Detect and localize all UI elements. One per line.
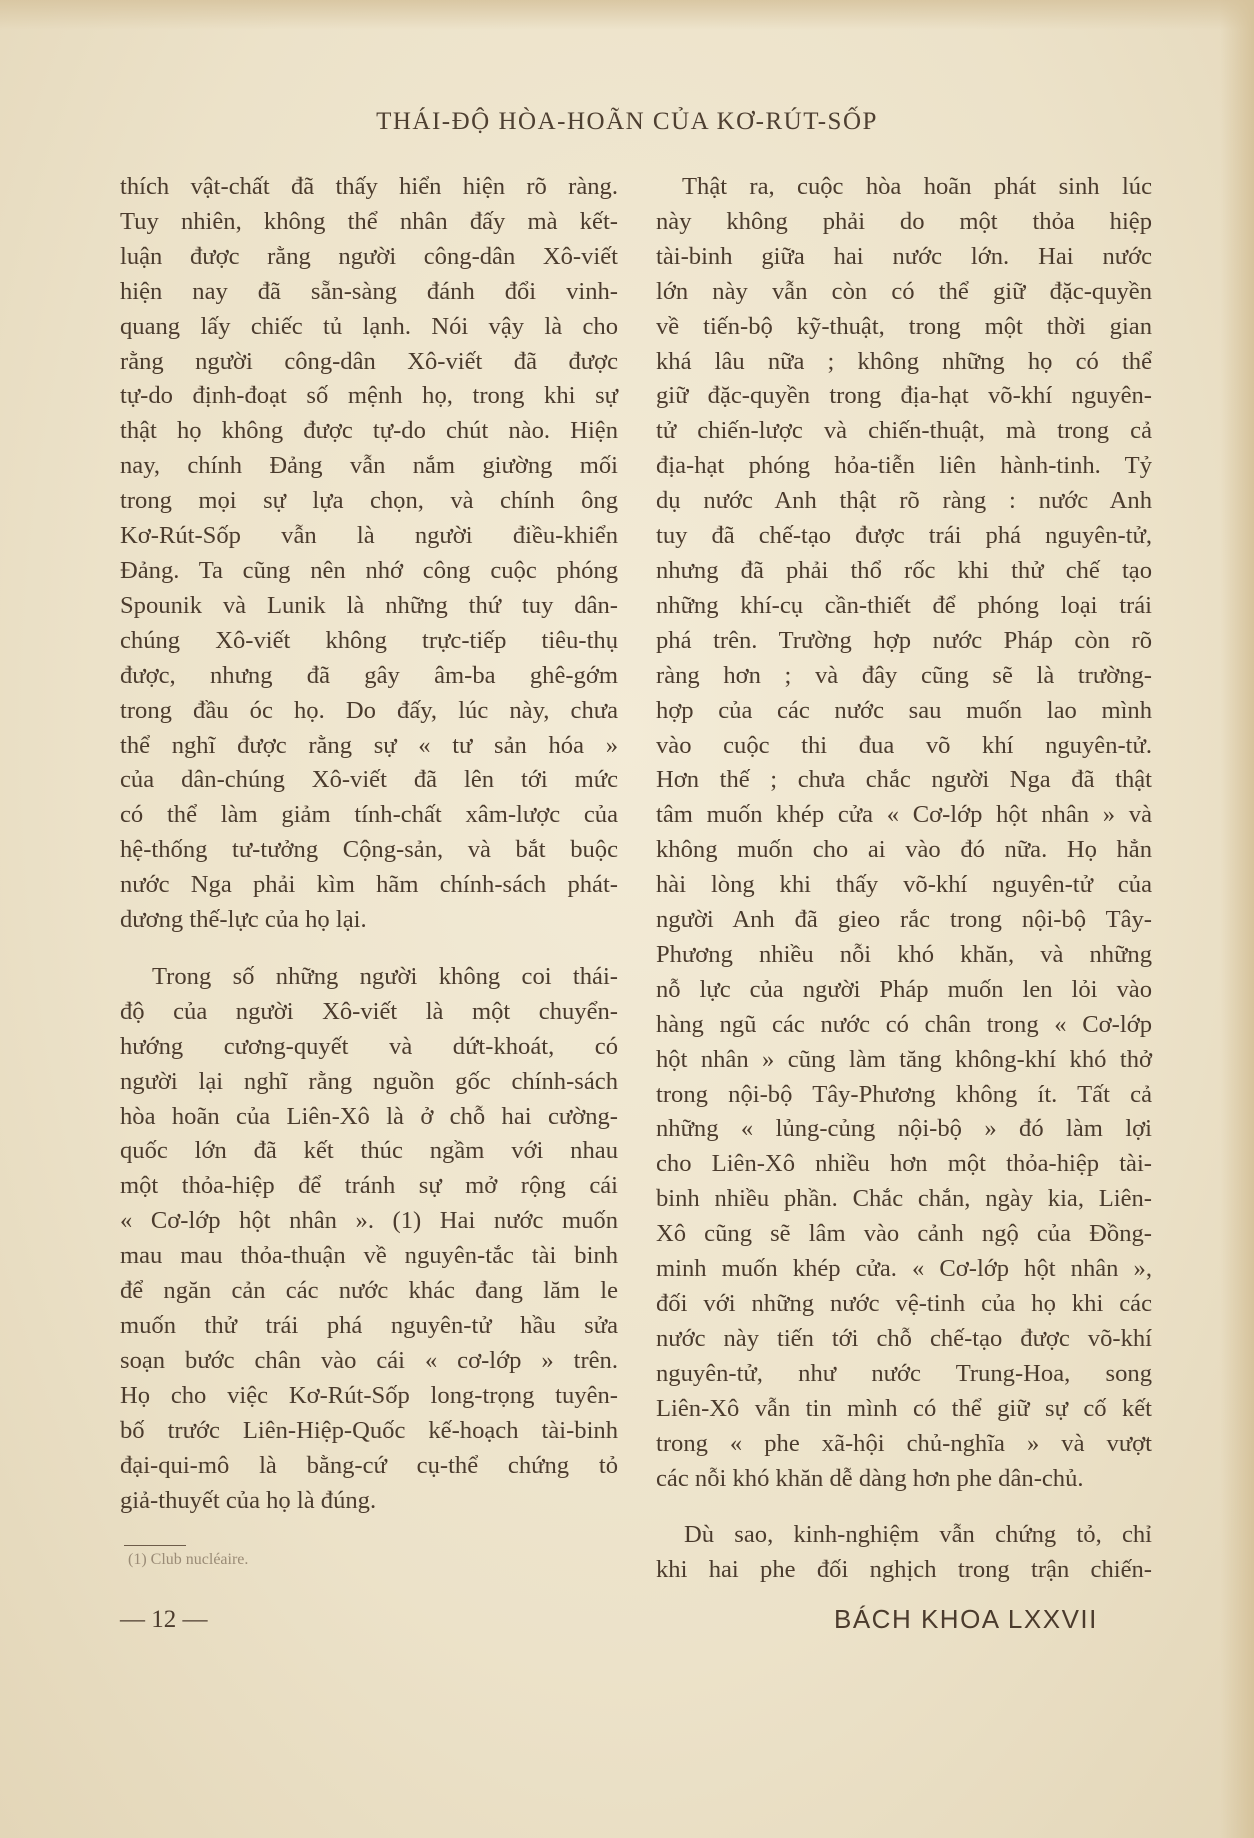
text-line: ràng hơn ; và đây cũng sẽ là trường- [656,661,1152,689]
text-line: thích vật-chất đã thấy hiển hiện rõ ràng. [120,173,618,200]
text-line: nỗ lực của người Pháp muốn len lỏi vào [656,975,1152,1003]
text-line: quốc lớn đã kết thúc ngầm với nhau [120,1137,618,1165]
text-line: hướng cương-quyết và dứt-khoát, có [120,1032,618,1060]
text-line: Hơn thế ; chưa chắc người Nga đã thật [656,766,1152,794]
text-line: mau mau thỏa-thuận về nguyên-tắc tài binh [120,1242,618,1270]
paragraph [120,170,618,938]
text-line: Spounik và Lunik là những thứ tuy dân- [120,591,618,619]
text-line: Phương nhiều nỗi khó khăn, và những [656,940,1152,968]
page-edge-shading [1220,0,1254,1838]
text-line: trong đầu óc họ. Do đấy, lúc này, chưa [120,696,618,724]
text-line: tâm muốn khép cửa « Cơ-lớp hột nhân » và [656,801,1152,829]
text-line: « Cơ-lớp hột nhân ». (1) Hai nước muốn [120,1207,618,1235]
text-line: Đảng. Ta cũng nên nhớ công cuộc phóng [120,556,618,584]
text-line: Kơ-Rút-Sốp vẫn là người điều-khiển [120,522,618,550]
text-line: lớn này vẫn còn có thể giữ đặc-quyền [656,277,1152,305]
text-line: độ của người Xô-viết là một chuyển- [120,997,618,1025]
paragraph [656,170,1152,1496]
text-line: đối với những nước vệ-tinh của họ khi các [656,1290,1152,1317]
text-line: trong nội-bộ Tây-Phương không ít. Tất cả [656,1080,1152,1108]
text-line: trong mọi sự lựa chọn, và chính ông [120,487,618,515]
text-line: tài-binh giữa hai nước lớn. Hai nước [656,242,1152,270]
text-line: minh muốn khép cửa. « Cơ-lớp hột nhân », [656,1255,1152,1283]
text-line: trong « phe xã-hội chủ-nghĩa » và vượt [656,1429,1152,1457]
text-line: tự-do định-đoạt số mệnh họ, trong khi sự [120,382,618,410]
text-line: địa-hạt phóng hỏa-tiễn liên hành-tinh. Tỷ [656,452,1152,480]
text-line: hài lòng khi thấy võ-khí nguyên-tử của [656,871,1152,899]
text-line: Dù sao, kinh-nghiệm vẫn chứng tỏ, chỉ [684,1521,1152,1549]
text-line: quang lấy chiếc tủ lạnh. Nói vậy là cho [120,312,618,340]
text-line: tuy đã chế-tạo được trái phá nguyên-tử, [656,522,1152,550]
text-line: Liên-Xô vẫn tin mình có thể giữ sự cố kết [656,1394,1152,1422]
text-line: Thật ra, cuộc hòa hoãn phát sinh lúc [682,173,1152,200]
text-line: người lại nghĩ rằng nguồn gốc chính-sách [120,1067,618,1095]
page-edge-shading [0,0,1254,30]
text-line: về tiến-bộ kỹ-thuật, trong một thời gian [656,312,1152,340]
text-line: không muốn cho ai vào đó nữa. Họ hẳn [656,836,1152,864]
text-line: khá lâu nữa ; không những họ có thể [656,347,1152,375]
text-line: hợp của các nước sau muốn lao mình [656,696,1152,724]
text-line: rằng người công-dân Xô-viết đã được [120,347,618,375]
text-line: những khí-cụ cần-thiết để phóng loại trái [656,591,1152,619]
text-line: luận được rằng người công-dân Xô-viết [120,242,618,270]
text-line: binh nhiều phần. Chắc chắn, ngày kia, Liên- [656,1185,1152,1213]
text-line: muốn thử trái phá nguyên-tử hầu sửa [120,1312,618,1339]
page-number: — 12 — [120,1606,208,1633]
text-line: một thỏa-hiệp để tránh sự mở rộng cái [120,1172,618,1200]
text-line: được, nhưng đã gây âm-ba ghê-gớm [120,661,618,689]
text-line: khi hai phe đối nghịch trong trận chiến- [656,1556,1152,1584]
text-line: nay, chính Đảng vẫn nắm giường mối [120,452,618,480]
journal-title: BÁCH KHOA LXXVII [834,1604,1098,1634]
text-line: thể nghĩ được rằng sự « tư sản hóa » [120,731,618,759]
text-line: đại-qui-mô là bằng-cứ cụ-thể chứng tỏ [120,1451,618,1479]
text-line: giữ đặc-quyền trong địa-hạt võ-khí nguyên- [656,382,1152,410]
text-line: nước Nga phải kìm hãm chính-sách phát- [120,871,618,899]
text-line: phá trên. Trường hợp nước Pháp còn rõ [656,626,1152,654]
text-line: nguyên-tử, như nước Trung-Hoa, song [656,1359,1152,1387]
text-line: hột nhân » cũng làm tăng không-khí khó thở [656,1045,1152,1073]
text-line: người Anh đã gieo rắc trong nội-bộ Tây- [656,906,1152,934]
text-line: Xô cũng sẽ lâm vào cảnh ngộ của Đồng- [656,1220,1152,1248]
text-line: của dân-chúng Xô-viết đã lên tới mức [120,766,618,794]
text-line: cho Liên-Xô nhiều hơn một thỏa-hiệp tài- [656,1150,1152,1178]
text-line: nhưng đã phải thổ rốc khi thử chế tạo [656,556,1152,584]
text-line: để ngăn cản các nước khác đang lăm le [120,1277,618,1305]
running-title: THÁI-ĐỘ HÒA-HOÃN CỦA KƠ-RÚT-SỐP [376,108,878,135]
text-line: thật họ không được tự-do chút nào. Hiện [120,417,618,445]
text-line: chúng Xô-viết không trực-tiếp tiêu-thụ [120,626,618,654]
text-line: vào cuộc thi đua võ khí nguyên-tử. [656,731,1152,759]
text-line: Tuy nhiên, không thể nhân đấy mà kết- [120,207,618,235]
text-line: có thể làm giảm tính-chất xâm-lược của [120,801,618,829]
text-line: dụ nước Anh thật rõ ràng : nước Anh [656,487,1152,515]
footnote-rule [124,1545,186,1546]
left-column [120,170,618,1518]
text-line: hiện nay đã sẵn-sàng đánh đổi vinh- [120,277,618,305]
paragraph [656,1518,1152,1588]
text-line: Trong số những người không coi thái- [152,962,618,990]
text-line: các nỗi khó khăn dễ dàng hơn phe dân-chủ. [656,1464,1084,1492]
text-line: nước này tiến tới chỗ chế-tạo được võ-khí [656,1324,1152,1352]
right-column [656,170,1152,1588]
text-line: giả-thuyết của họ là đúng. [120,1486,377,1514]
text-line: hệ-thống tư-tưởng Cộng-sản, và bắt buộc [120,836,618,864]
text-line: bố trước Liên-Hiệp-Quốc kế-hoạch tài-binh [120,1416,618,1444]
text-line: hàng ngũ các nước có chân trong « Cơ-lớp [656,1010,1152,1038]
text-line: những « lủng-củng nội-bộ » đó làm lợi [656,1115,1152,1143]
text-line: dương thế-lực của họ lại. [120,906,367,934]
text-line: tử chiến-lược và chiến-thuật, mà trong cả [656,417,1152,445]
footnote: (1) Club nucléaire. [128,1551,249,1568]
text-line: hòa hoãn của Liên-Xô là ở chỗ hai cường- [120,1102,618,1130]
text-line: Họ cho việc Kơ-Rút-Sốp long-trọng tuyên- [120,1381,618,1409]
paragraph [120,960,618,1519]
text-line: soạn bước chân vào cái « cơ-lớp » trên. [120,1346,618,1374]
text-line: này không phải do một thỏa hiệp [656,207,1152,235]
